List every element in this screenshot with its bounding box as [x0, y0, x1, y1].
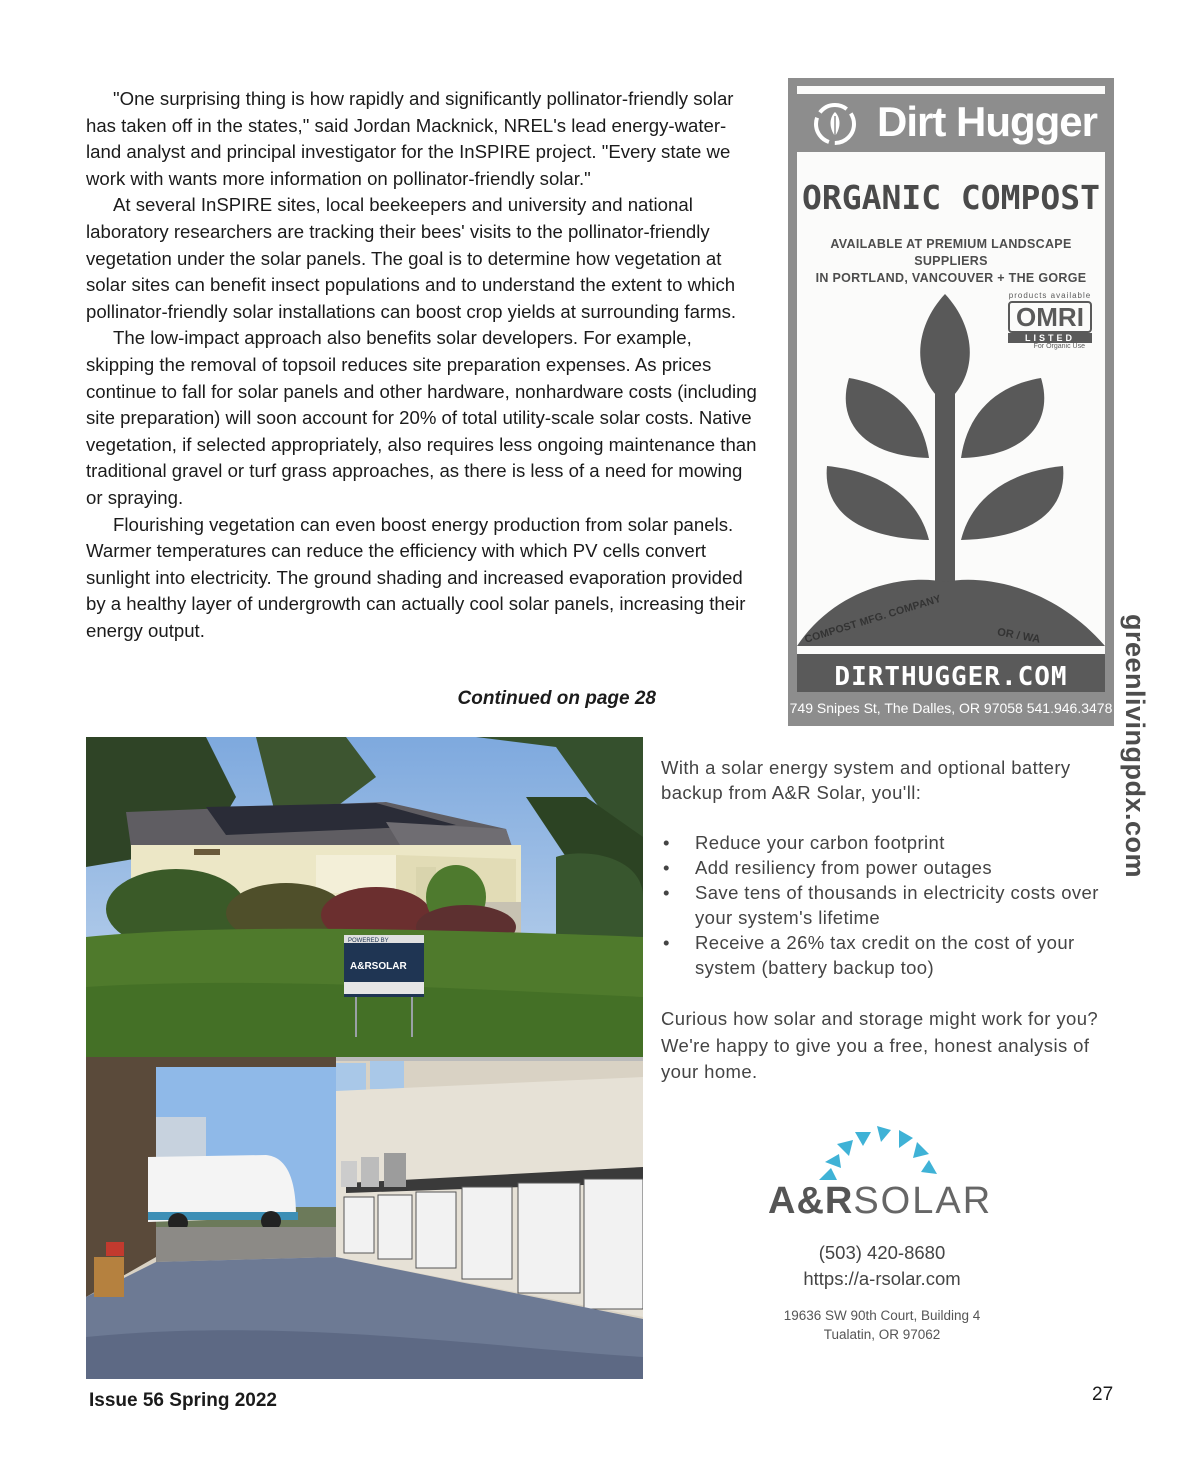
- house-photo: [86, 737, 643, 1057]
- dirt-hugger-brand: Dirt Hugger: [877, 98, 1097, 145]
- bullet-icon: •: [663, 857, 670, 878]
- ar-intro-text: With a solar energy system and optional battery backup from A&R Solar, you'll:: [661, 757, 1071, 803]
- garage-photo-illustration: [86, 1057, 643, 1379]
- compost-company-text: COMPOST MFG. COMPANY: [803, 592, 943, 646]
- ar-cta-text: Curious how solar and storage might work for you? We're happy to give you a free, honest analysis of your home.: [661, 1008, 1099, 1082]
- continued-link[interactable]: Continued on page 28: [457, 688, 656, 709]
- ar-solar-wordmark: [768, 1180, 992, 1223]
- list-item: [661, 830, 1101, 855]
- omri-mark: OMRI: [1008, 301, 1092, 333]
- side-url[interactable]: [1108, 614, 1154, 879]
- suppliers-line-2: IN PORTLAND, VANCOUVER + THE GORGE: [815, 271, 1087, 285]
- omri-foot: For Organic Use: [1033, 343, 1085, 350]
- list-item-text: Add resiliency from power outages: [695, 857, 993, 878]
- bullet-icon: •: [663, 832, 670, 853]
- omri-badge: [1003, 291, 1097, 350]
- omri-listed: LISTED: [1008, 333, 1092, 343]
- list-item: [661, 880, 1101, 930]
- page-number: 27: [1092, 1384, 1114, 1405]
- article-paragraph: Flourishing vegetation can even boost energy production from solar panels. Warmer temperatures can reduce the efficiency with which PV cells convert sunlight into electricity. The ground shading and increased evaporation provided by a healthy layer of undergrowth can actually cool solar panels, increasing their energy output.: [86, 513, 746, 641]
- list-item: [661, 930, 1101, 980]
- sunburst-logo-icon: [765, 1118, 985, 1182]
- dirt-hugger-url[interactable]: DIRTHUGGER.COM: [834, 662, 1068, 692]
- ar-benefits-list: [661, 830, 1101, 980]
- article-paragraph: At several InSPIRE sites, local beekeepers and university and national laboratory researchers are tracking their bees' visits to the pollinator-friendly vegetation under the solar panels. The goal is to determine how vegetation at solar sites can benefit insect populations and to understand the extent to which pollinator-friendly solar installations can boost crop yields at surrounding farms.: [86, 194, 737, 322]
- plant-illustration: [797, 86, 1105, 646]
- issue-label: Issue 56 Spring 2022: [89, 1390, 277, 1411]
- article-body: [86, 86, 758, 644]
- yard-sign-top-text: POWERED BY: [348, 938, 389, 944]
- yard-sign-brand-text: A&RSOLAR: [350, 961, 407, 972]
- bullet-icon: •: [663, 882, 670, 903]
- ar-address-line-1: 19636 SW 90th Court, Building 4: [783, 1308, 981, 1323]
- bullet-icon: •: [663, 932, 670, 953]
- region-text: OR / WA: [996, 626, 1042, 646]
- list-item-text: Reduce your carbon footprint: [695, 832, 945, 853]
- suppliers-line-1: AVAILABLE AT PREMIUM LANDSCAPE SUPPLIERS: [830, 237, 1072, 268]
- article-paragraph: "One surprising thing is how rapidly and significantly pollinator-friendly solar has taken off in the states," said Jordan Macknick, NREL's lead energy-water-land analyst and principal investigator for the InSPIRE project. "Every state we work with wants more information on pollinator-friendly solar.": [86, 88, 734, 189]
- list-item-text: Receive a 26% tax credit on the cost of your system (battery backup too): [695, 932, 1075, 978]
- ar-address-line-2: Tualatin, OR 97062: [823, 1327, 941, 1342]
- list-item: [661, 855, 1101, 880]
- dirt-hugger-ad[interactable]: [788, 78, 1114, 726]
- ar-wordmark-bold: A&R: [768, 1180, 854, 1222]
- ar-phone[interactable]: (503) 420-8680: [818, 1242, 946, 1263]
- organic-compost-headline: ORGANIC COMPOST: [801, 178, 1100, 217]
- article-paragraph: The low-impact approach also benefits solar developers. For example, skipping the removal of topsoil reduces site preparation expenses. As prices continue to fall for solar panels and other hardware, nonhardware costs (including site preparation) will soon account for 20% of total utility-scale solar costs. Native vegetation, if selected appropriately, also requires less ongoing maintenance than traditional gravel or turf grass approaches, as there is less of a need for mowing or spraying.: [86, 327, 757, 508]
- list-item-text: Save tens of thousands in electricity costs over your system's lifetime: [695, 882, 1099, 928]
- dirt-hugger-panel: [797, 86, 1105, 692]
- ar-wordmark-light: SOLAR: [853, 1180, 993, 1222]
- dirt-hugger-address: 749 Snipes St, The Dalles, OR 97058 541.946.3478: [789, 700, 1113, 716]
- ar-website[interactable]: https://a-rsolar.com: [803, 1268, 961, 1289]
- house-photo-illustration: [86, 737, 643, 1057]
- side-url-text: greenlivingpdx.com: [1120, 614, 1150, 879]
- garage-battery-photo: [86, 1057, 643, 1379]
- omri-top-text: products available: [1008, 291, 1092, 300]
